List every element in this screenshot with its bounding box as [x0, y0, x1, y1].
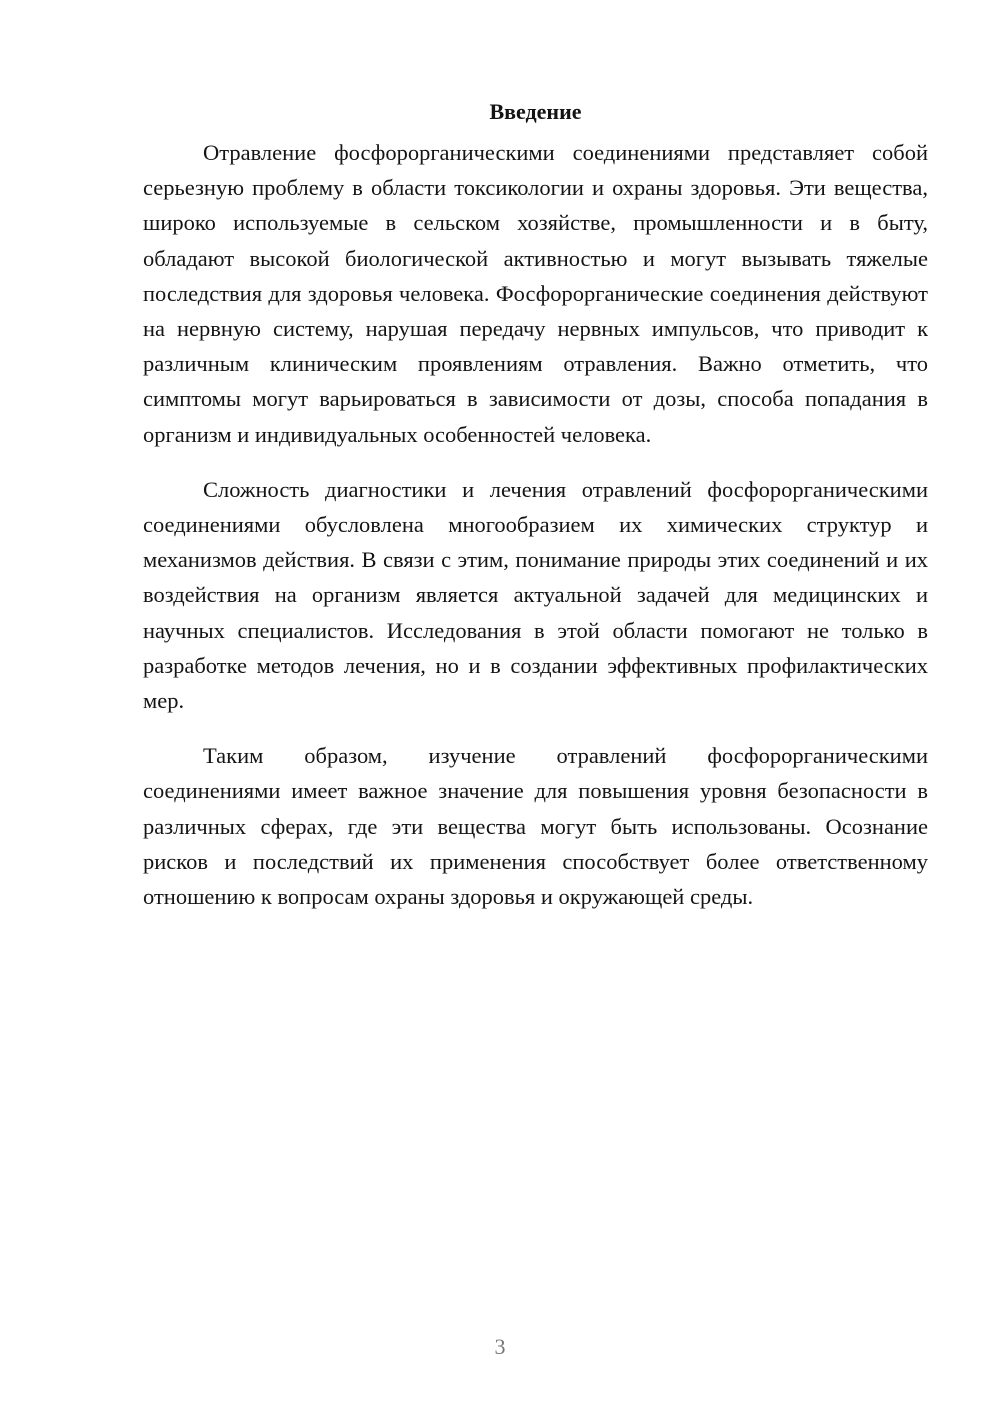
section-heading: Введение [489, 99, 582, 124]
page-number: 3 [494, 1334, 506, 1359]
paragraph-2: Сложность диагностики и лечения отравлений фосфорорганическими соединениями обусловлена многообразием их химических структур и механизмов действия. В связи с этим, понимание природы этих соединений и их воздействия на организм является актуальной задачей для медицинских и научных специалистов. Исследования в этой области помогают не только в разработке методов лечения, но и в создании эффективных профилактических мер. [143, 476, 928, 714]
paragraph-3: Таким образом, изучение отравлений фосфорорганическими соединениями имеет важное значение для повышения уровня безопасности в различных сферах, где эти вещества могут быть использованы. Осознание рисков и последствий их применения способствует более ответственному отношению к вопросам охраны здоровья и окружающей среды. [143, 743, 928, 910]
paragraph-1: Отравление фосфорорганическими соединениями представляет собой серьезную проблему в области токсикологии и охраны здоровья. Эти вещества, широко используемые в сельском хозяйстве, промышленности и в быту, обладают высокой биологической активностью и могут вызывать тяжелые последствия для здоровья человека. Фосфорорганические соединения действуют на нервную систему, нарушая передачу нервных импульсов, что приводит к различным клиническим проявлениям отравления. Важно отметить, что симптомы могут варьироваться в зависимости от дозы, способа попадания в организм и индивидуальных особенностей человека. [143, 140, 928, 447]
page-content [143, 95, 928, 934]
